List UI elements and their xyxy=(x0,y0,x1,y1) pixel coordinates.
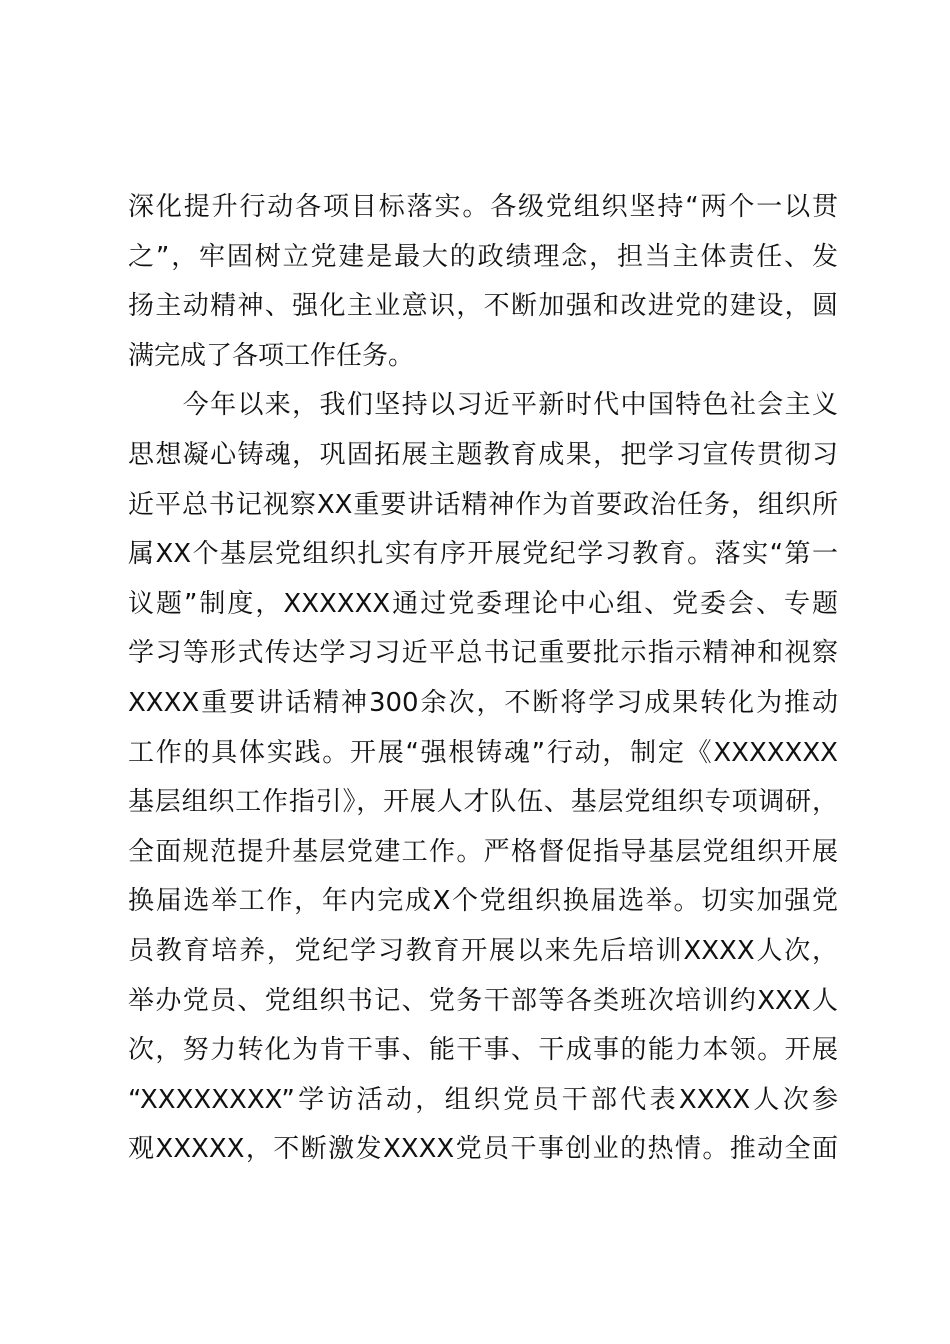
text-line: 近平总书记视察XX重要讲话精神作为首要政治任务，组织所 xyxy=(128,489,838,520)
text-line: 次，努力转化为肯干事、能干事、干成事的能力本领。开展 xyxy=(128,1035,838,1066)
text-line: 属XX个基层党组织扎实有序开展党纪学习教育。落实“第一 xyxy=(128,539,838,570)
text-line: 换届选举工作，年内完成X个党组织换届选举。切实加强党 xyxy=(128,886,838,917)
text-line: 满完成了各项工作任务。 xyxy=(128,340,415,371)
text-line: 学习等形式传达学习习近平总书记重要批示指示精神和视察 xyxy=(128,638,838,669)
text-line: 工作的具体实践。开展“强根铸魂”行动，制定《XXXXXXX xyxy=(128,737,838,768)
text-line: 观XXXXX，不断激发XXXX党员干事创业的热情。推动全面 xyxy=(128,1134,838,1165)
text-line: 基层组织工作指引》，开展人才队伍、基层党组织专项调研， xyxy=(128,787,838,818)
text-line: XXXX重要讲话精神300余次，不断将学习成果转化为推动 xyxy=(128,687,838,718)
text-line: “XXXXXXXX”学访活动，组织党员干部代表XXXX人次参 xyxy=(128,1084,838,1115)
text-line: 扬主动精神、强化主业意识，不断加强和改进党的建设，圆 xyxy=(128,291,838,322)
text-line: 今年以来，我们坚持以习近平新时代中国特色社会主义 xyxy=(128,390,838,421)
text-line: 深化提升行动各项目标落实。各级党组织坚持“两个一以贯 xyxy=(128,192,838,222)
text-line: 全面规范提升基层党建工作。严格督促指导基层党组织开展 xyxy=(128,836,838,867)
text-line: 之”，牢固树立党建是最大的政绩理念，担当主体责任、发 xyxy=(128,241,838,272)
text-line: 举办党员、党组织书记、党务干部等各类班次培训约XXX人 xyxy=(128,985,838,1016)
text-line: 议题”制度，XXXXXX通过党委理论中心组、党委会、专题 xyxy=(128,588,838,619)
body-text xyxy=(128,183,838,1175)
text-line: 思想凝心铸魂，巩固拓展主题教育成果，把学习宣传贯彻习 xyxy=(128,439,838,470)
text-line: 员教育培养，党纪学习教育开展以来先后培训XXXX人次， xyxy=(128,935,838,966)
